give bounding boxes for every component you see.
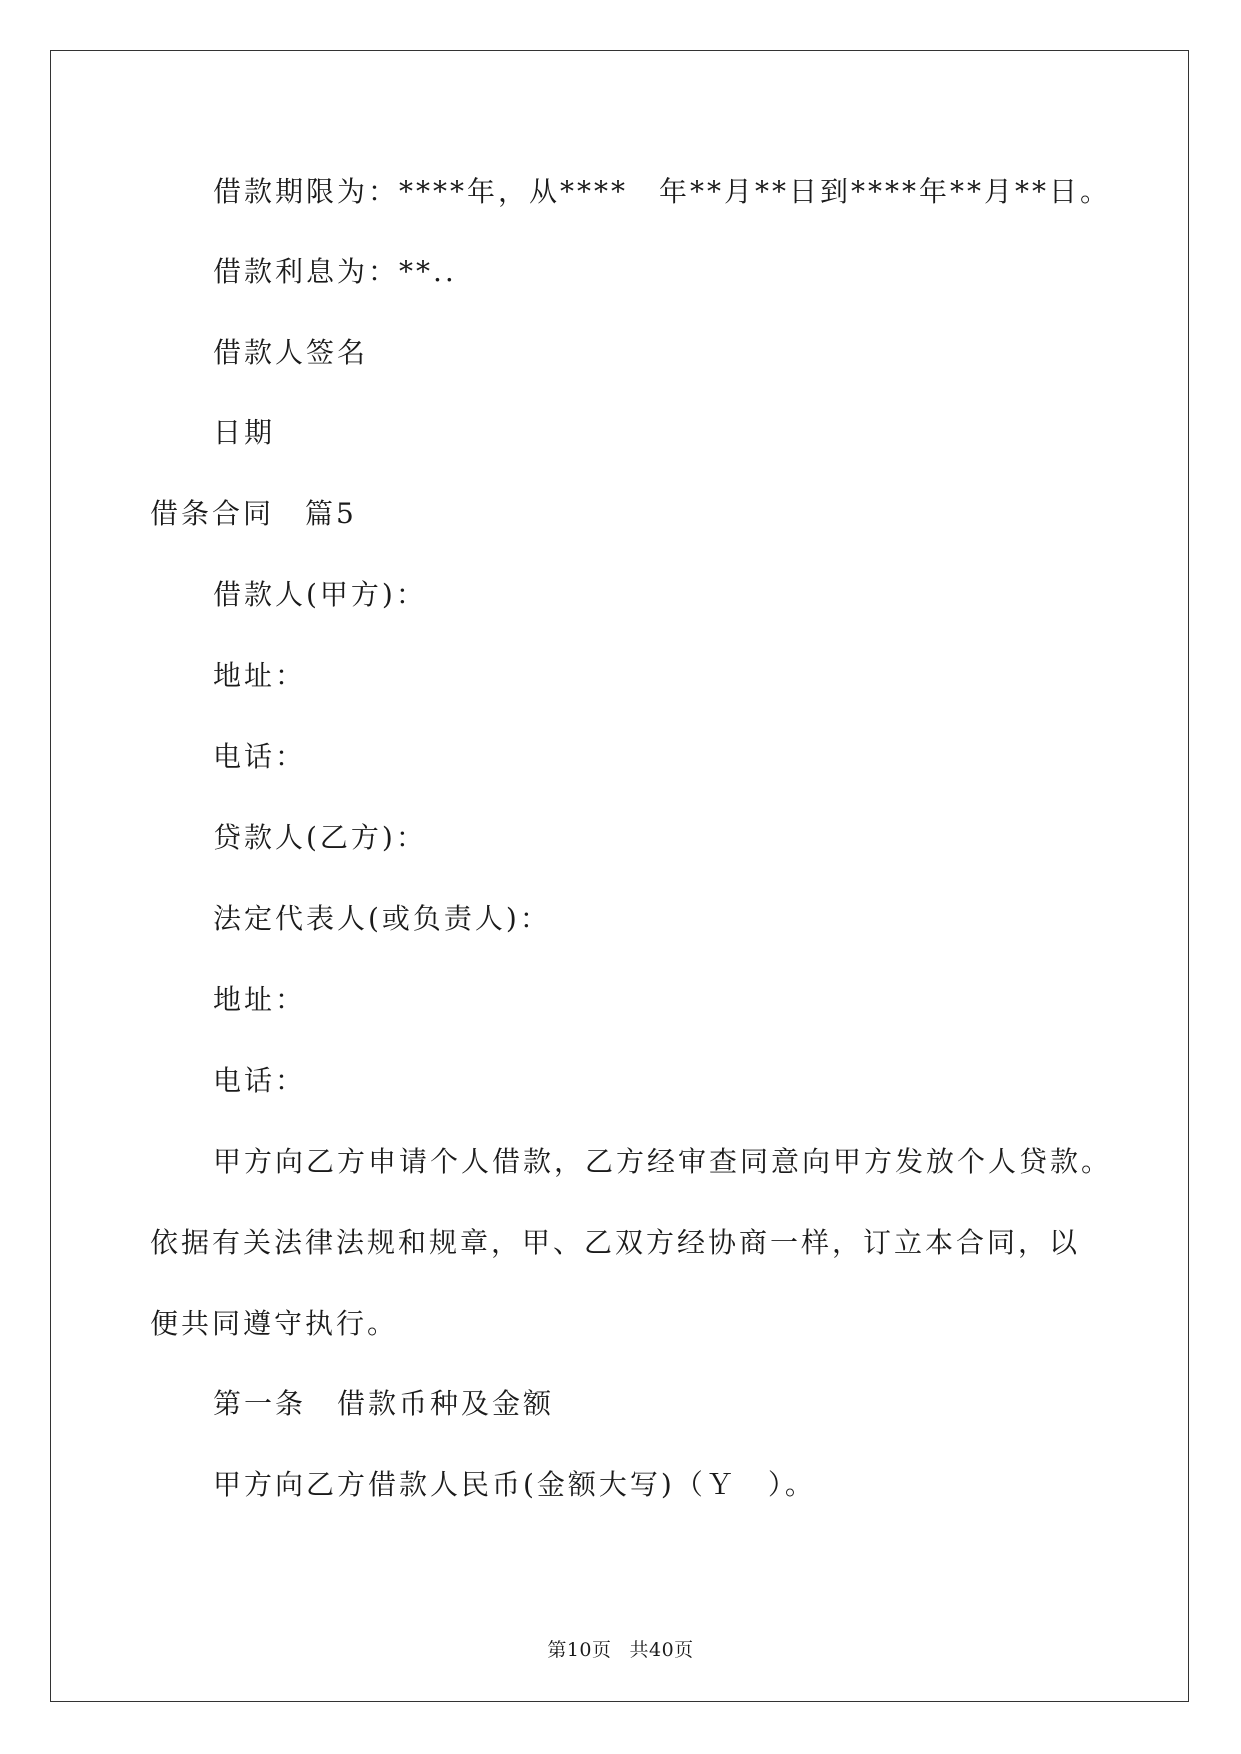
paragraph-line: 甲方向乙方申请个人借款，乙方经审查同意向甲方发放个人贷款。 <box>213 1145 1113 1178</box>
phone-line: 电话： <box>213 740 307 773</box>
page-frame <box>50 50 1189 1702</box>
date-line: 日期 <box>213 416 276 449</box>
lender-party-b-line: 贷款人(乙方)： <box>213 821 427 854</box>
address-line: 地址： <box>213 983 307 1016</box>
paragraph-line: 依据有关法律法规和规章，甲、乙双方经协商一样，订立本合同，以 <box>150 1226 1081 1259</box>
borrower-signature-line: 借款人签名 <box>213 336 369 369</box>
legal-representative-line: 法定代表人(或负责人)： <box>213 902 551 935</box>
loan-amount-line: 甲方向乙方借款人民币(金额大写)（Ｙ ）。 <box>213 1468 816 1501</box>
phone-line: 电话： <box>213 1064 307 1097</box>
paragraph-line: 便共同遵守执行。 <box>150 1307 399 1340</box>
section-heading: 借条合同 篇5 <box>150 497 357 530</box>
page-total: 共40页 <box>629 1639 694 1661</box>
article-heading: 第一条 借款币种及金额 <box>213 1387 555 1420</box>
loan-interest-line: 借款利息为：**.. <box>213 255 457 288</box>
loan-term-line: 借款期限为：****年，从**** 年**月**日到****年**月**日。 <box>213 175 1112 208</box>
page-number: 第10页 <box>547 1639 612 1661</box>
borrower-party-a-line: 借款人(甲方)： <box>213 578 427 611</box>
page-footer <box>0 1638 1241 1662</box>
address-line: 地址： <box>213 659 307 692</box>
